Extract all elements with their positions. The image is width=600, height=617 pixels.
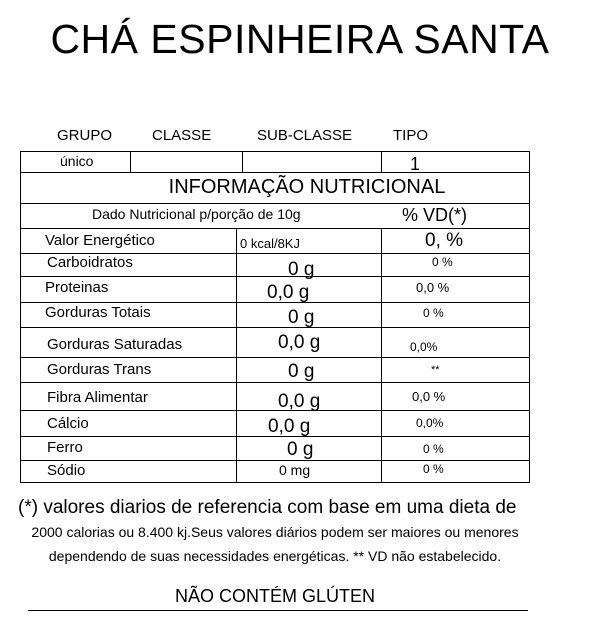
- nutrient-vd: 0 %: [423, 462, 444, 476]
- nutrient-vd: **: [431, 364, 440, 376]
- divider: [20, 203, 530, 204]
- divider: [20, 172, 530, 173]
- product-title: CHÁ ESPINHEIRA SANTA: [50, 16, 550, 62]
- nutrient-name: Gorduras Totais: [45, 304, 151, 321]
- nutrient-vd: 0 %: [423, 442, 444, 456]
- nutrient-amount: 0,0 g: [278, 391, 321, 412]
- grupo-value: único: [60, 153, 94, 169]
- table-title: INFORMAÇÃO NUTRICIONAL: [168, 176, 446, 198]
- tipo-value: 1: [410, 154, 421, 174]
- nutrient-vd: 0 %: [432, 255, 453, 269]
- nutrient-name: Gorduras Trans: [47, 361, 152, 378]
- divider: [20, 327, 530, 328]
- nutrient-amount: 0,0 g: [268, 416, 311, 437]
- nutrient-vd: 0,0 %: [412, 389, 446, 404]
- header-sub-classe: SUB-CLASSE: [257, 127, 353, 144]
- nutrient-amount: 0 g: [288, 259, 315, 280]
- divider: [20, 228, 530, 229]
- nutrient-amount: 0 g: [288, 361, 315, 382]
- header-grupo: GRUPO: [57, 127, 113, 144]
- footnote-body: 2000 calorias ou 8.400 kj.Seus valores diários podem ser maiores ou menores dependendo de suas necessidades energéticas. ** VD não estabelecido.: [31, 524, 519, 564]
- nutrient-amount: 0 g: [287, 439, 314, 460]
- divider: [242, 151, 243, 173]
- bottom-rule: [28, 610, 528, 611]
- nutrient-vd: 0,0%: [416, 416, 444, 430]
- nutrient-amount: 0 g: [288, 307, 315, 328]
- header-classe: CLASSE: [152, 127, 212, 144]
- nutrient-amount: 0 mg: [279, 462, 311, 478]
- nutrient-name: Gorduras Saturadas: [47, 336, 183, 353]
- nutrient-vd: 0 %: [423, 306, 444, 320]
- divider: [236, 228, 237, 483]
- footnote-lead: (*) valores diarios de referencia com base em uma dieta de: [18, 497, 517, 518]
- nutrient-name: Proteinas: [45, 279, 109, 296]
- nutrient-vd: 0, %: [425, 230, 464, 251]
- nutrient-name: Ferro: [47, 439, 83, 456]
- header-tipo: TIPO: [393, 127, 429, 144]
- nutrient-vd: 0,0%: [410, 340, 438, 354]
- nutrient-amount: 0,0 g: [278, 332, 321, 353]
- divider: [20, 410, 530, 411]
- nutrient-name: Cálcio: [47, 415, 89, 432]
- nutrient-vd: 0,0 %: [416, 280, 450, 295]
- divider: [20, 460, 530, 461]
- nutrient-amount: 0,0 g: [267, 282, 310, 303]
- portion-label: Dado Nutricional p/porção de 10g: [92, 206, 301, 222]
- divider: [20, 276, 530, 277]
- nutrient-name: Fibra Alimentar: [47, 389, 148, 406]
- nutrient-amount: 0 kcal/8KJ: [240, 236, 300, 251]
- divider: [130, 151, 131, 173]
- divider: [381, 228, 382, 483]
- nutrient-name: Sódio: [47, 462, 86, 479]
- nutrient-name: Valor Energético: [45, 232, 155, 249]
- gluten-notice: NÃO CONTÉM GLÚTEN: [174, 586, 375, 606]
- divider: [20, 382, 530, 383]
- nutrient-name: Carboidratos: [47, 254, 133, 271]
- divider: [20, 357, 530, 358]
- vd-header: % VD(*): [402, 205, 468, 225]
- divider: [381, 151, 382, 173]
